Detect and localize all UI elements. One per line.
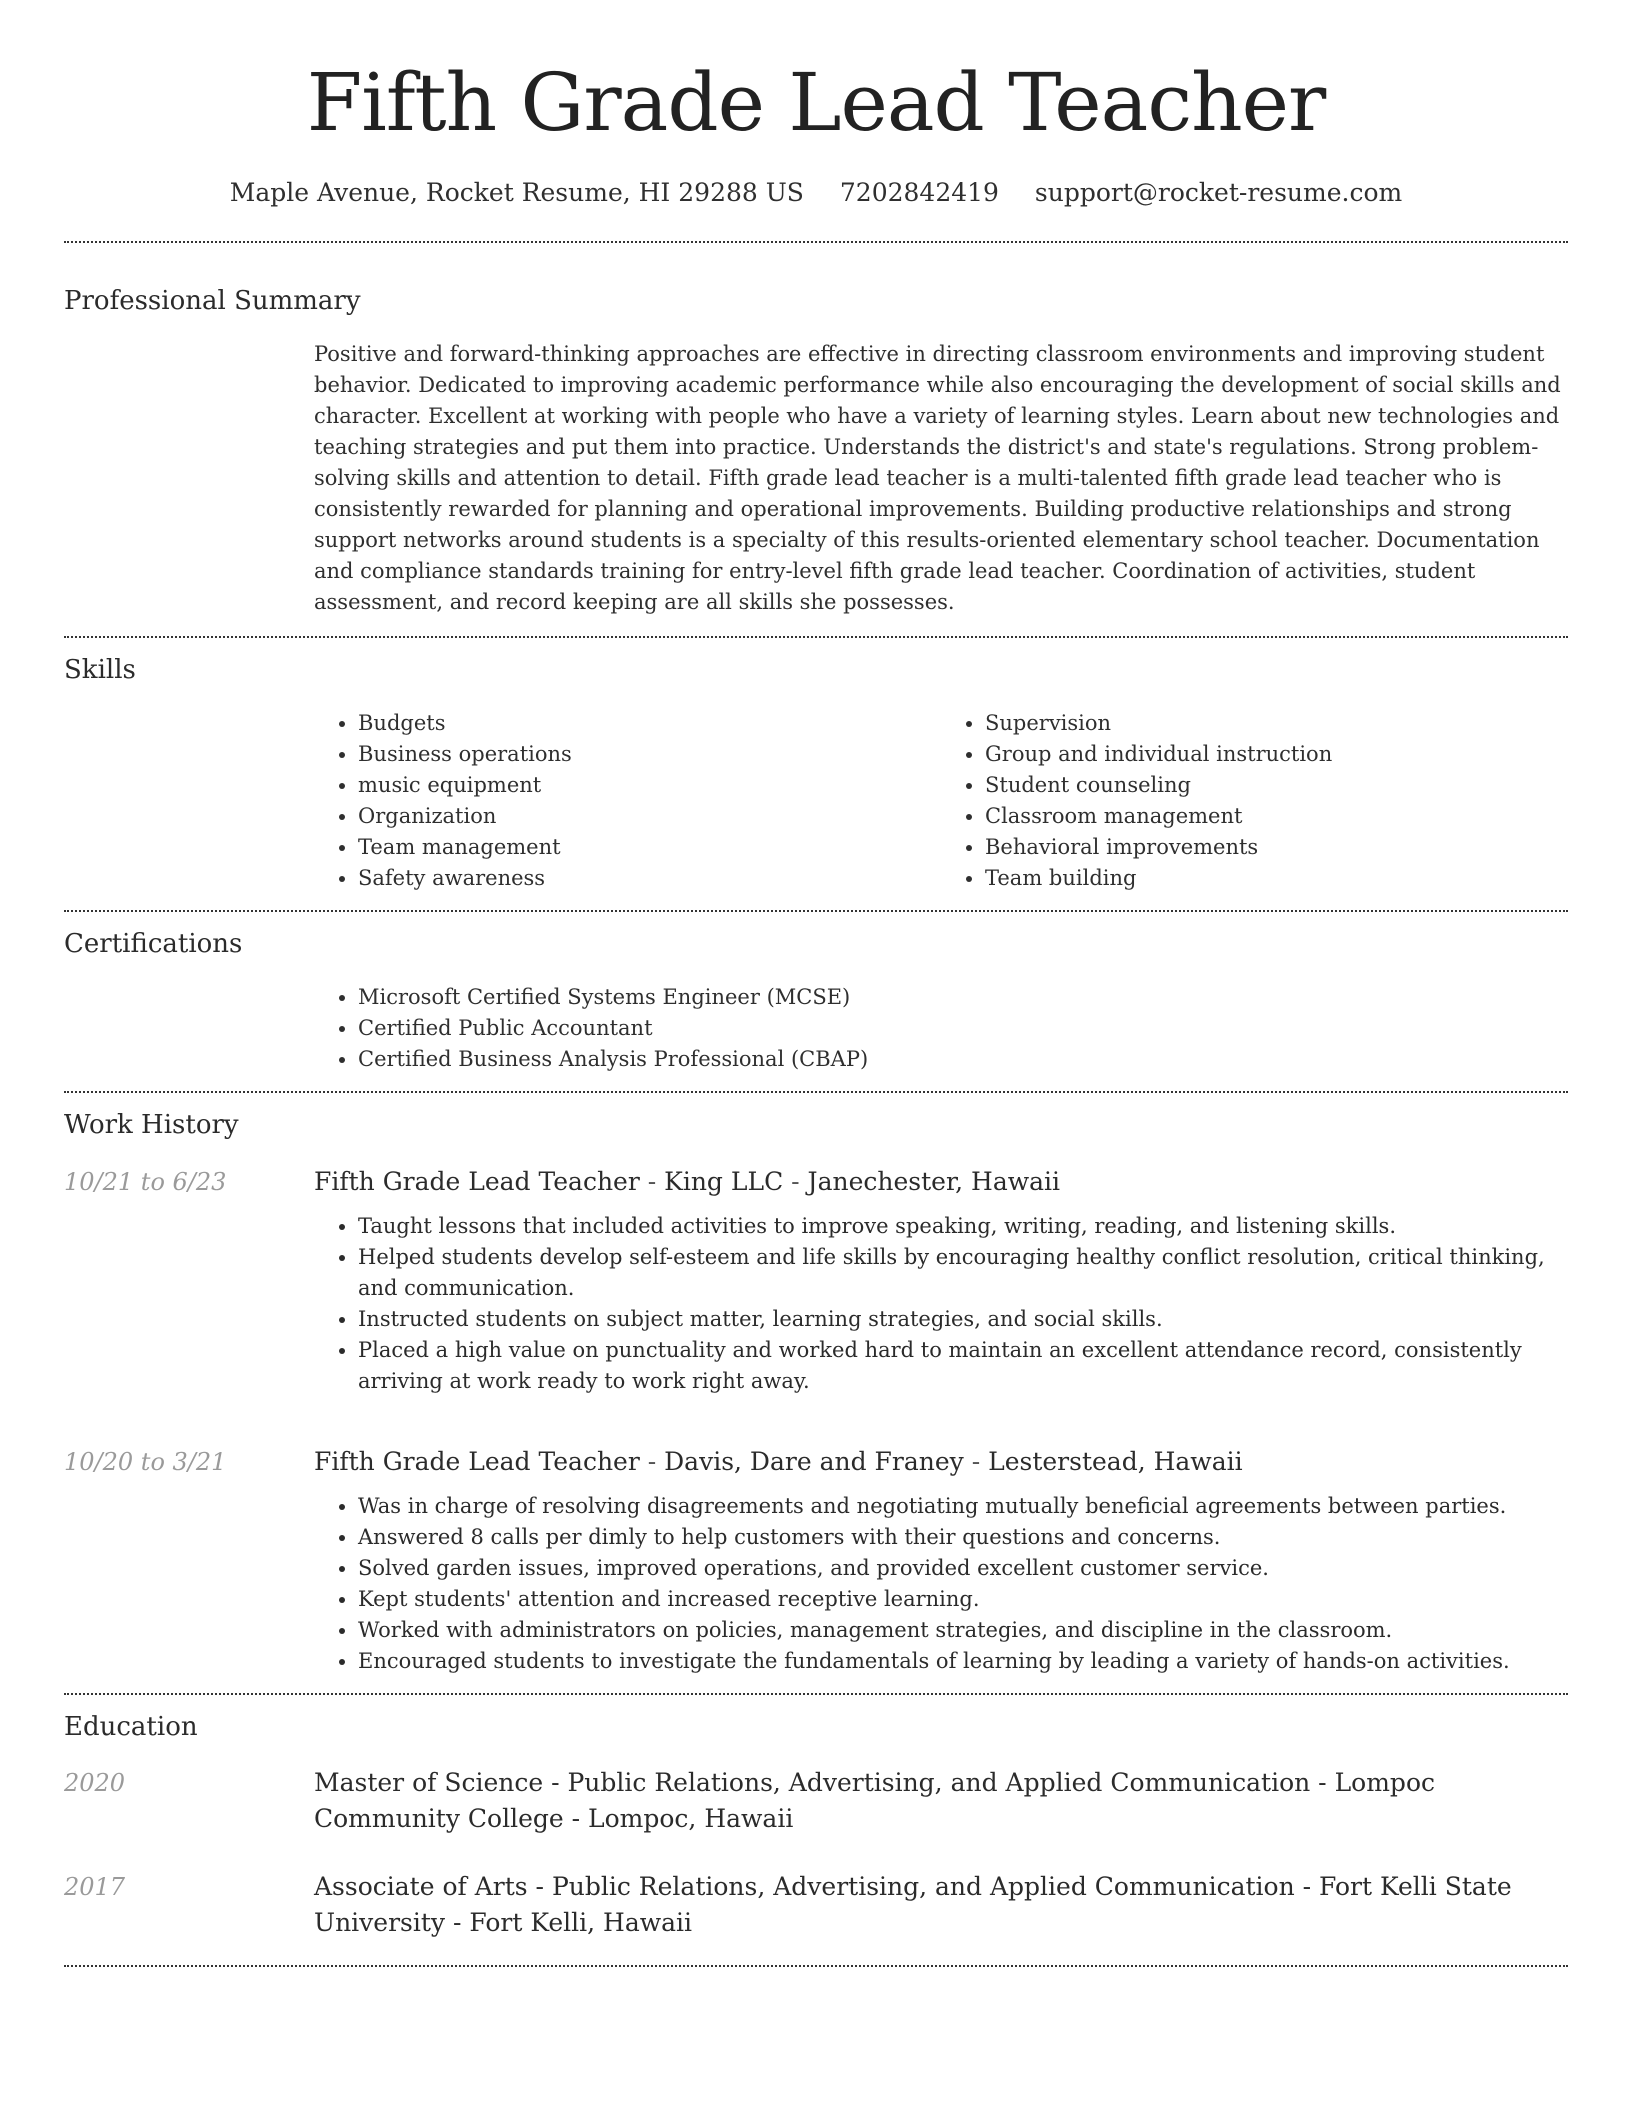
skills-list-right [941, 708, 1568, 894]
education-separator: - [445, 1908, 470, 1937]
contact-phone: 7202842419 [839, 178, 999, 207]
skill-item: • Behavioral improvements [985, 832, 1568, 863]
education-separator: - [543, 1768, 568, 1797]
certifications-body [314, 982, 1568, 1075]
job-bullets [314, 1491, 1568, 1677]
job-dates: 10/20 to 3/21 [64, 1448, 227, 1476]
education-field: Public Relations, Advertising, and Applied Communication [551, 1872, 1295, 1901]
job-bullet: • Taught lessons that included activities to improve speaking, writing, reading, and listening skills. [358, 1211, 1568, 1242]
skill-item: • Team management [358, 832, 941, 863]
education-separator: - [1310, 1768, 1335, 1797]
summary-body [314, 339, 1568, 618]
skill-item: • Classroom management [985, 801, 1568, 832]
skill-item: • Budgets [358, 708, 941, 739]
job-role: Fifth Grade Lead Teacher [314, 1167, 640, 1196]
certification-item: • Certified Business Analysis Professional (CBAP) [358, 1044, 1568, 1075]
job-entry [64, 1165, 1568, 1423]
section-divider [64, 1965, 1568, 1967]
education-degree: Associate of Arts [314, 1872, 528, 1901]
certification-item: • Microsoft Certified Systems Engineer (MCSE) [358, 982, 1568, 1013]
contact-email: support@rocket-resume.com [1034, 178, 1403, 207]
education-details [314, 1869, 1568, 1941]
job-location: Lesterstead, Hawaii [988, 1447, 1243, 1476]
education-title: Education [64, 1712, 198, 1742]
education-field: Public Relations, Advertising, and Applied Communication [567, 1768, 1311, 1797]
job-bullet: • Placed a high value on punctuality and worked hard to maintain an excellent attendance record, consistently arriving at work ready to work right away. [358, 1335, 1568, 1397]
job-content [314, 1445, 1568, 1693]
job-content [314, 1165, 1568, 1423]
skill-item: • Team building [985, 863, 1568, 894]
job-company: Davis, Dare and Franey [664, 1447, 964, 1476]
skill-item: • Supervision [985, 708, 1568, 739]
education-school: Fort Kelli State University [314, 1872, 1512, 1937]
job-bullet: • Encouraged students to investigate the fundamentals of learning by leading a variety of hands-on activities. [358, 1646, 1568, 1677]
education-section [64, 1695, 1568, 1965]
job-bullet: • Kept students' attention and increased receptive learning. [358, 1584, 1568, 1615]
certifications-list [314, 982, 1568, 1075]
education-separator: - [527, 1872, 552, 1901]
skill-item: • Business operations [358, 739, 941, 770]
education-location: Fort Kelli, Hawaii [469, 1908, 693, 1937]
summary-section [64, 243, 1568, 618]
job-bullet: • Answered 8 calls per dimly to help customers with their questions and concerns. [358, 1522, 1568, 1553]
job-company: King LLC [664, 1167, 784, 1196]
work-history-title: Work History [64, 1110, 239, 1140]
job-bullets [314, 1211, 1568, 1397]
job-separator: - [963, 1447, 989, 1476]
certifications-section [64, 912, 1568, 1075]
education-separator: - [563, 1804, 589, 1833]
skills-body [314, 708, 1568, 894]
certifications-title: Certifications [64, 929, 243, 959]
job-separator: - [639, 1447, 665, 1476]
skills-columns [314, 708, 1568, 894]
job-heading [314, 1165, 1568, 1199]
education-entry [64, 1869, 1568, 1965]
education-year: 2020 [64, 1769, 126, 1797]
contact-line [64, 176, 1568, 210]
skills-title: Skills [64, 655, 136, 685]
job-location: Janechester, Hawaii [807, 1167, 1061, 1196]
job-entry [64, 1445, 1568, 1693]
summary-title: Professional Summary [64, 286, 361, 316]
job-bullet: • Helped students develop self-esteem and life skills by encouraging healthy conflict resolution, critical thinking, and communication. [358, 1242, 1568, 1304]
skills-list-left [314, 708, 941, 894]
education-details [314, 1765, 1568, 1837]
skill-item: • Organization [358, 801, 941, 832]
education-separator: - [1294, 1872, 1320, 1901]
skill-item: • music equipment [358, 770, 941, 801]
contact-address: Maple Avenue, Rocket Resume, HI 29288 US [229, 178, 804, 207]
education-school: Lompoc Community College [314, 1768, 1435, 1833]
summary-text: Positive and forward-thinking approaches are effective in directing classroom environments and improving student behavior. Dedicated to improving academic performance while also encouraging the development of social skills and character. Excellent at working with people who have a variety of learning styles. Learn about new technologies and teaching strategies and put them into practice. Understands the district's and state's regulations. Strong problem-solving skills and attention to detail. Fifth grade lead teacher is a multi-talented fifth grade lead teacher who is consistently rewarded for planning and operational improvements. Building productive relationships and strong support networks around students is a specialty of this results-oriented elementary school teacher. Documentation and compliance standards training for entry-level fifth grade lead teacher. Coordination of activities, student assessment, and record keeping are all skills she possesses. [314, 342, 1561, 614]
education-year: 2017 [64, 1873, 126, 1901]
education-location: Lompoc, Hawaii [588, 1804, 794, 1833]
job-separator: - [783, 1167, 808, 1196]
job-heading [314, 1445, 1568, 1479]
job-bullet: • Worked with administrators on policies, management strategies, and discipline in the classroom. [358, 1615, 1568, 1646]
skills-section [64, 638, 1568, 894]
job-dates: 10/21 to 6/23 [64, 1168, 227, 1196]
job-bullet: • Was in charge of resolving disagreements and negotiating mutually beneficial agreements between parties. [358, 1491, 1568, 1522]
skill-item: • Student counseling [985, 770, 1568, 801]
job-role: Fifth Grade Lead Teacher [314, 1447, 640, 1476]
resume-header [64, 0, 1568, 210]
candidate-name: Fifth Grade Lead Teacher [306, 56, 1326, 149]
work-history-section [64, 1093, 1568, 1693]
education-entry [64, 1765, 1568, 1861]
job-bullet: • Solved garden issues, improved operations, and provided excellent customer service. [358, 1553, 1568, 1584]
certification-item: • Certified Public Accountant [358, 1013, 1568, 1044]
job-bullet: • Instructed students on subject matter, learning strategies, and social skills. [358, 1304, 1568, 1335]
education-degree: Master of Science [314, 1768, 544, 1797]
skill-item: • Safety awareness [358, 863, 941, 894]
skill-item: • Group and individual instruction [985, 739, 1568, 770]
job-separator: - [639, 1167, 665, 1196]
